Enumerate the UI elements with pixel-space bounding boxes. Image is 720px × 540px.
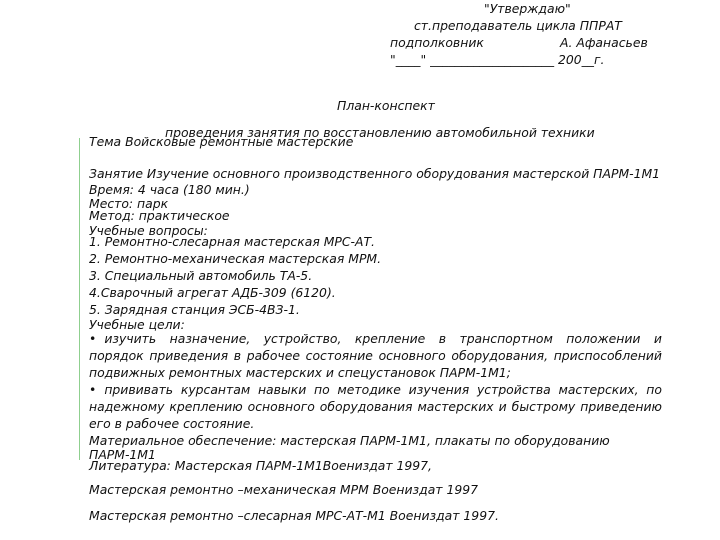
goal-1-line: порядок приведения в рабочее состояние основного оборудования, приспособлений	[89, 348, 662, 363]
literature-item: Мастерская ремонтно –слесарная МРС-АТ-М1 Воениздат 1997.	[89, 508, 499, 523]
bullet-icon: •	[89, 382, 97, 397]
question-item: 3. Специальный автомобиль ТА-5.	[89, 268, 313, 283]
literature-item: Мастерская ремонтно –механическая МРМ Воениздат 1997	[89, 482, 478, 497]
plan-place: Место: парк	[89, 196, 169, 211]
approval-rank: подполковник	[390, 35, 484, 50]
goal-2-line	[89, 384, 662, 396]
approval-title: "Утверждаю"	[484, 1, 571, 16]
materials-line: Материальное обеспечение: мастерская ПАРМ-1М1, плакаты по оборудованию	[89, 433, 610, 448]
goal-1-line: подвижных ремонтных мастерских и спецустановок ПАРМ-1М1;	[89, 365, 511, 380]
approval-position: ст.преподаватель цикла ППРАТ	[414, 18, 622, 33]
plan-time: Время: 4 часа (180 мин.)	[89, 182, 250, 197]
goal-2-line: надежному креплению основного оборудования мастерских и быстрому приведению	[89, 399, 662, 414]
questions-label: Учебные вопросы:	[89, 223, 208, 238]
question-item: 2. Ремонтно-механическая мастерская МРМ.	[89, 251, 382, 266]
bullet-icon: •	[89, 331, 97, 346]
margin-rule	[79, 138, 80, 460]
approval-name: А. Афанасьев	[560, 35, 648, 50]
approval-date-line: "____" ____________________ 200__г.	[390, 52, 605, 67]
plan-method: Метод: практическое	[89, 208, 230, 223]
plan-title: План-конспект	[337, 98, 435, 113]
literature-item: Литература: Мастерская ПАРМ-1М1Воениздат 1997,	[89, 458, 432, 473]
question-item: 1. Ремонтно-слесарная мастерская МРС-АТ.	[89, 234, 375, 249]
plan-topic: Тема Войсковые ремонтные мастерские	[89, 134, 354, 149]
question-item: 5. Зарядная станция ЭСБ-4ВЗ-1.	[89, 302, 300, 317]
plan-lesson: Занятие Изучение основного производственного оборудования мастерской ПАРМ-1М1	[89, 166, 661, 181]
goal-2-text: прививать курсантам навыки по методике изучения устройства мастерских, по	[104, 382, 662, 397]
plan-subtitle: проведения занятия по восстановлению автомобильной техники	[165, 125, 595, 140]
goal-2-line: его в рабочее состояние.	[89, 416, 255, 431]
materials-line: ПАРМ-1М1	[89, 447, 156, 462]
goals-label: Учебные цели:	[89, 317, 185, 332]
goal-1-line	[89, 333, 662, 345]
question-item: 4.Сварочный агрегат АДБ-309 (6120).	[89, 285, 336, 300]
goal-1-text: изучить назначение, устройство, крепление в транспортном положении и	[104, 331, 662, 346]
